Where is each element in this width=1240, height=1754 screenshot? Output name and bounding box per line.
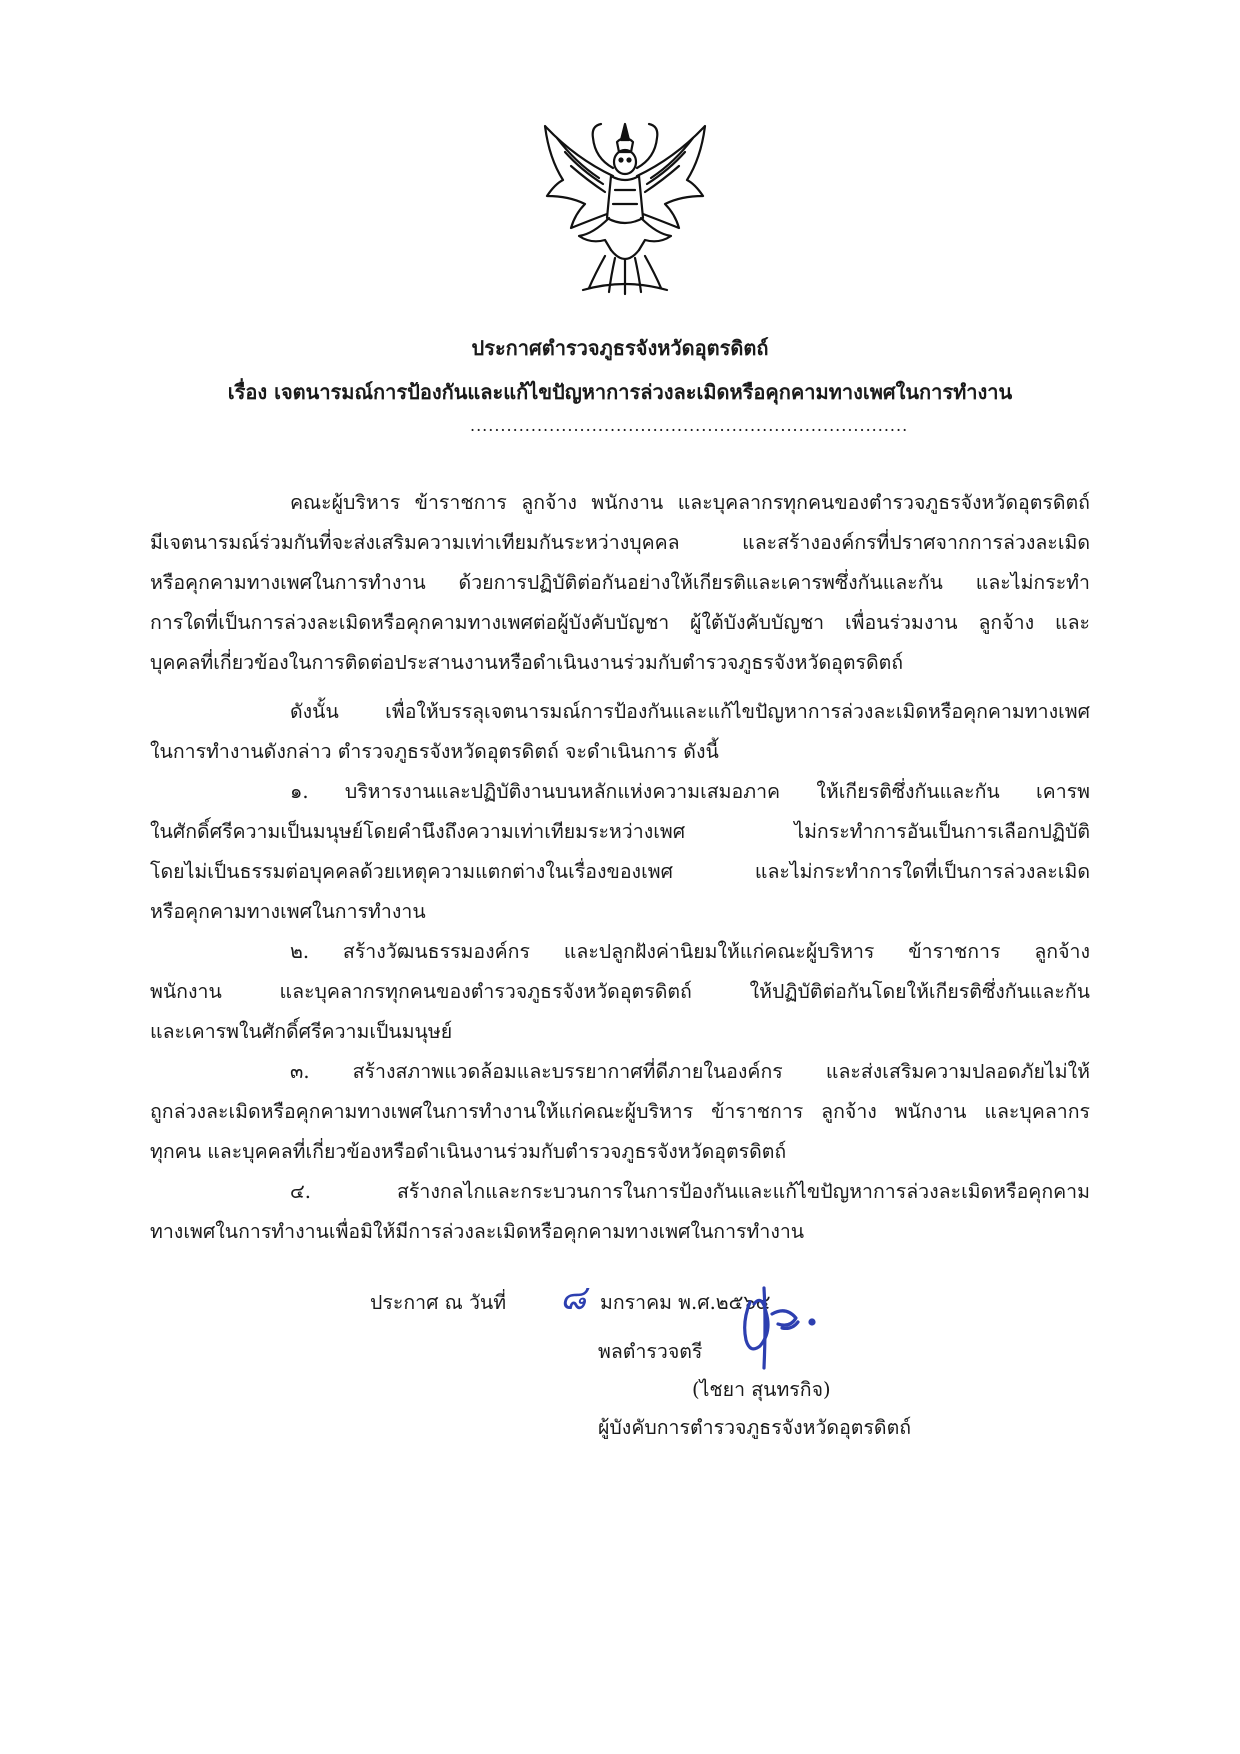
paragraph-2-line-2: ในการทำงานดังกล่าว ตำรวจภูธรจังหวัดอุตรดิตถ์ จะดำเนินการ ดังนี้ [150,740,719,763]
signatory-rank: พลตำรวจตรี [598,1340,703,1363]
item-1-line-1: ๑. บริหารงานและปฏิบัติงานบนหลักแห่งความเสมอภาค ให้เกียรติซึ่งกันและกัน เคารพ [290,780,1090,803]
paragraph-1-line-3: หรือคุกคามทางเพศในการทำงาน ด้วยการปฏิบัติต่อกันอย่างให้เกียรติและเคารพซึ่งกันและกัน และไม่กระทำ [150,571,1090,594]
signatory-position: ผู้บังคับการตำรวจภูธรจังหวัดอุตรดิตถ์ [598,1416,912,1439]
item-4-line-1: ๔. สร้างกลไกและกระบวนการในการป้องกันและแก้ไขปัญหาการล่วงละเมิดหรือคุกคาม [290,1180,1090,1203]
signature-icon [720,1282,830,1372]
item-3-line-2: ถูกล่วงละเมิดหรือคุกคามทางเพศในการทำงานให้แก่คณะผู้บริหาร ข้าราชการ ลูกจ้าง พนักงาน และบุคลากร [150,1100,1090,1123]
item-1-line-3: โดยไม่เป็นธรรมต่อบุคคลด้วยเหตุความแตกต่างในเรื่องของเพศ และไม่กระทำการใดที่เป็นการล่วงละเมิด [150,860,1090,883]
document-subject: เรื่อง เจตนารมณ์การป้องกันและแก้ไขปัญหาการล่วงละเมิดหรือคุกคามทางเพศในการทำงาน [227,380,1013,404]
item-3-line-3: ทุกคน และบุคคลที่เกี่ยวข้องหรือดำเนินงานร่วมกับตำรวจภูธรจังหวัดอุตรดิตถ์ [150,1140,787,1163]
header-divider: ........................................................................ [470,416,909,435]
item-1-line-4: หรือคุกคามทางเพศในการทำงาน [150,900,426,923]
item-2-line-2: พนักงาน และบุคลากรทุกคนของตำรวจภูธรจังหวัดอุตรดิตถ์ ให้ปฏิบัติต่อกันโดยให้เกียรติซึ่งกันและกัน [150,980,1090,1003]
signatory-name: (ไชยา สุนทรกิจ) [692,1378,831,1401]
dateline-month-year: มกราคม พ.ศ.๒๕๖๔ [600,1291,771,1314]
item-2-line-3: และเคารพในศักดิ์ศรีความเป็นมนุษย์ [150,1020,453,1043]
dateline-day: ๘ [560,1278,587,1318]
garuda-emblem-icon [535,118,715,296]
paragraph-1-line-4: การใดที่เป็นการล่วงละเมิดหรือคุกคามทางเพศต่อผู้บังคับบัญชา ผู้ใต้บังคับบัญชา เพื่อนร่วมงาน ลูกจ้าง และ [150,611,1090,634]
item-3-line-1: ๓. สร้างสภาพแวดล้อมและบรรยากาศที่ดีภายในองค์กร และส่งเสริมความปลอดภัยไม่ให้ [290,1060,1090,1083]
dateline-prefix: ประกาศ ณ วันที่ [370,1291,507,1314]
item-1-line-2: ในศักดิ์ศรีความเป็นมนุษย์โดยคำนึงถึงความเท่าเทียมระหว่างเพศ ไม่กระทำการอันเป็นการเลือกปฏิบัติ [150,820,1090,843]
paragraph-2-line-1: ดังนั้น เพื่อให้บรรลุเจตนารมณ์การป้องกันและแก้ไขปัญหาการล่วงละเมิดหรือคุกคามทางเพศ [290,700,1090,723]
document-title: ประกาศตำรวจภูธรจังหวัดอุตรดิตถ์ [471,336,769,360]
paragraph-1-line-1: คณะผู้บริหาร ข้าราชการ ลูกจ้าง พนักงาน และบุคลากรทุกคนของตำรวจภูธรจังหวัดอุตรดิตถ์ [290,491,1090,514]
paragraph-1-line-2: มีเจตนารมณ์ร่วมกันที่จะส่งเสริมความเท่าเทียมกันระหว่างบุคคล และสร้างองค์กรที่ปราศจากการล่วงละเมิด [150,531,1090,554]
item-4-line-2: ทางเพศในการทำงานเพื่อมิให้มีการล่วงละเมิดหรือคุกคามทางเพศในการทำงาน [150,1220,805,1243]
item-2-line-1: ๒. สร้างวัฒนธรรมองค์กร และปลูกฝังค่านิยมให้แก่คณะผู้บริหาร ข้าราชการ ลูกจ้าง [290,940,1090,963]
paragraph-1-line-5: บุคคลที่เกี่ยวข้องในการติดต่อประสานงานหรือดำเนินงานร่วมกับตำรวจภูธรจังหวัดอุตรดิตถ์ [150,651,904,674]
